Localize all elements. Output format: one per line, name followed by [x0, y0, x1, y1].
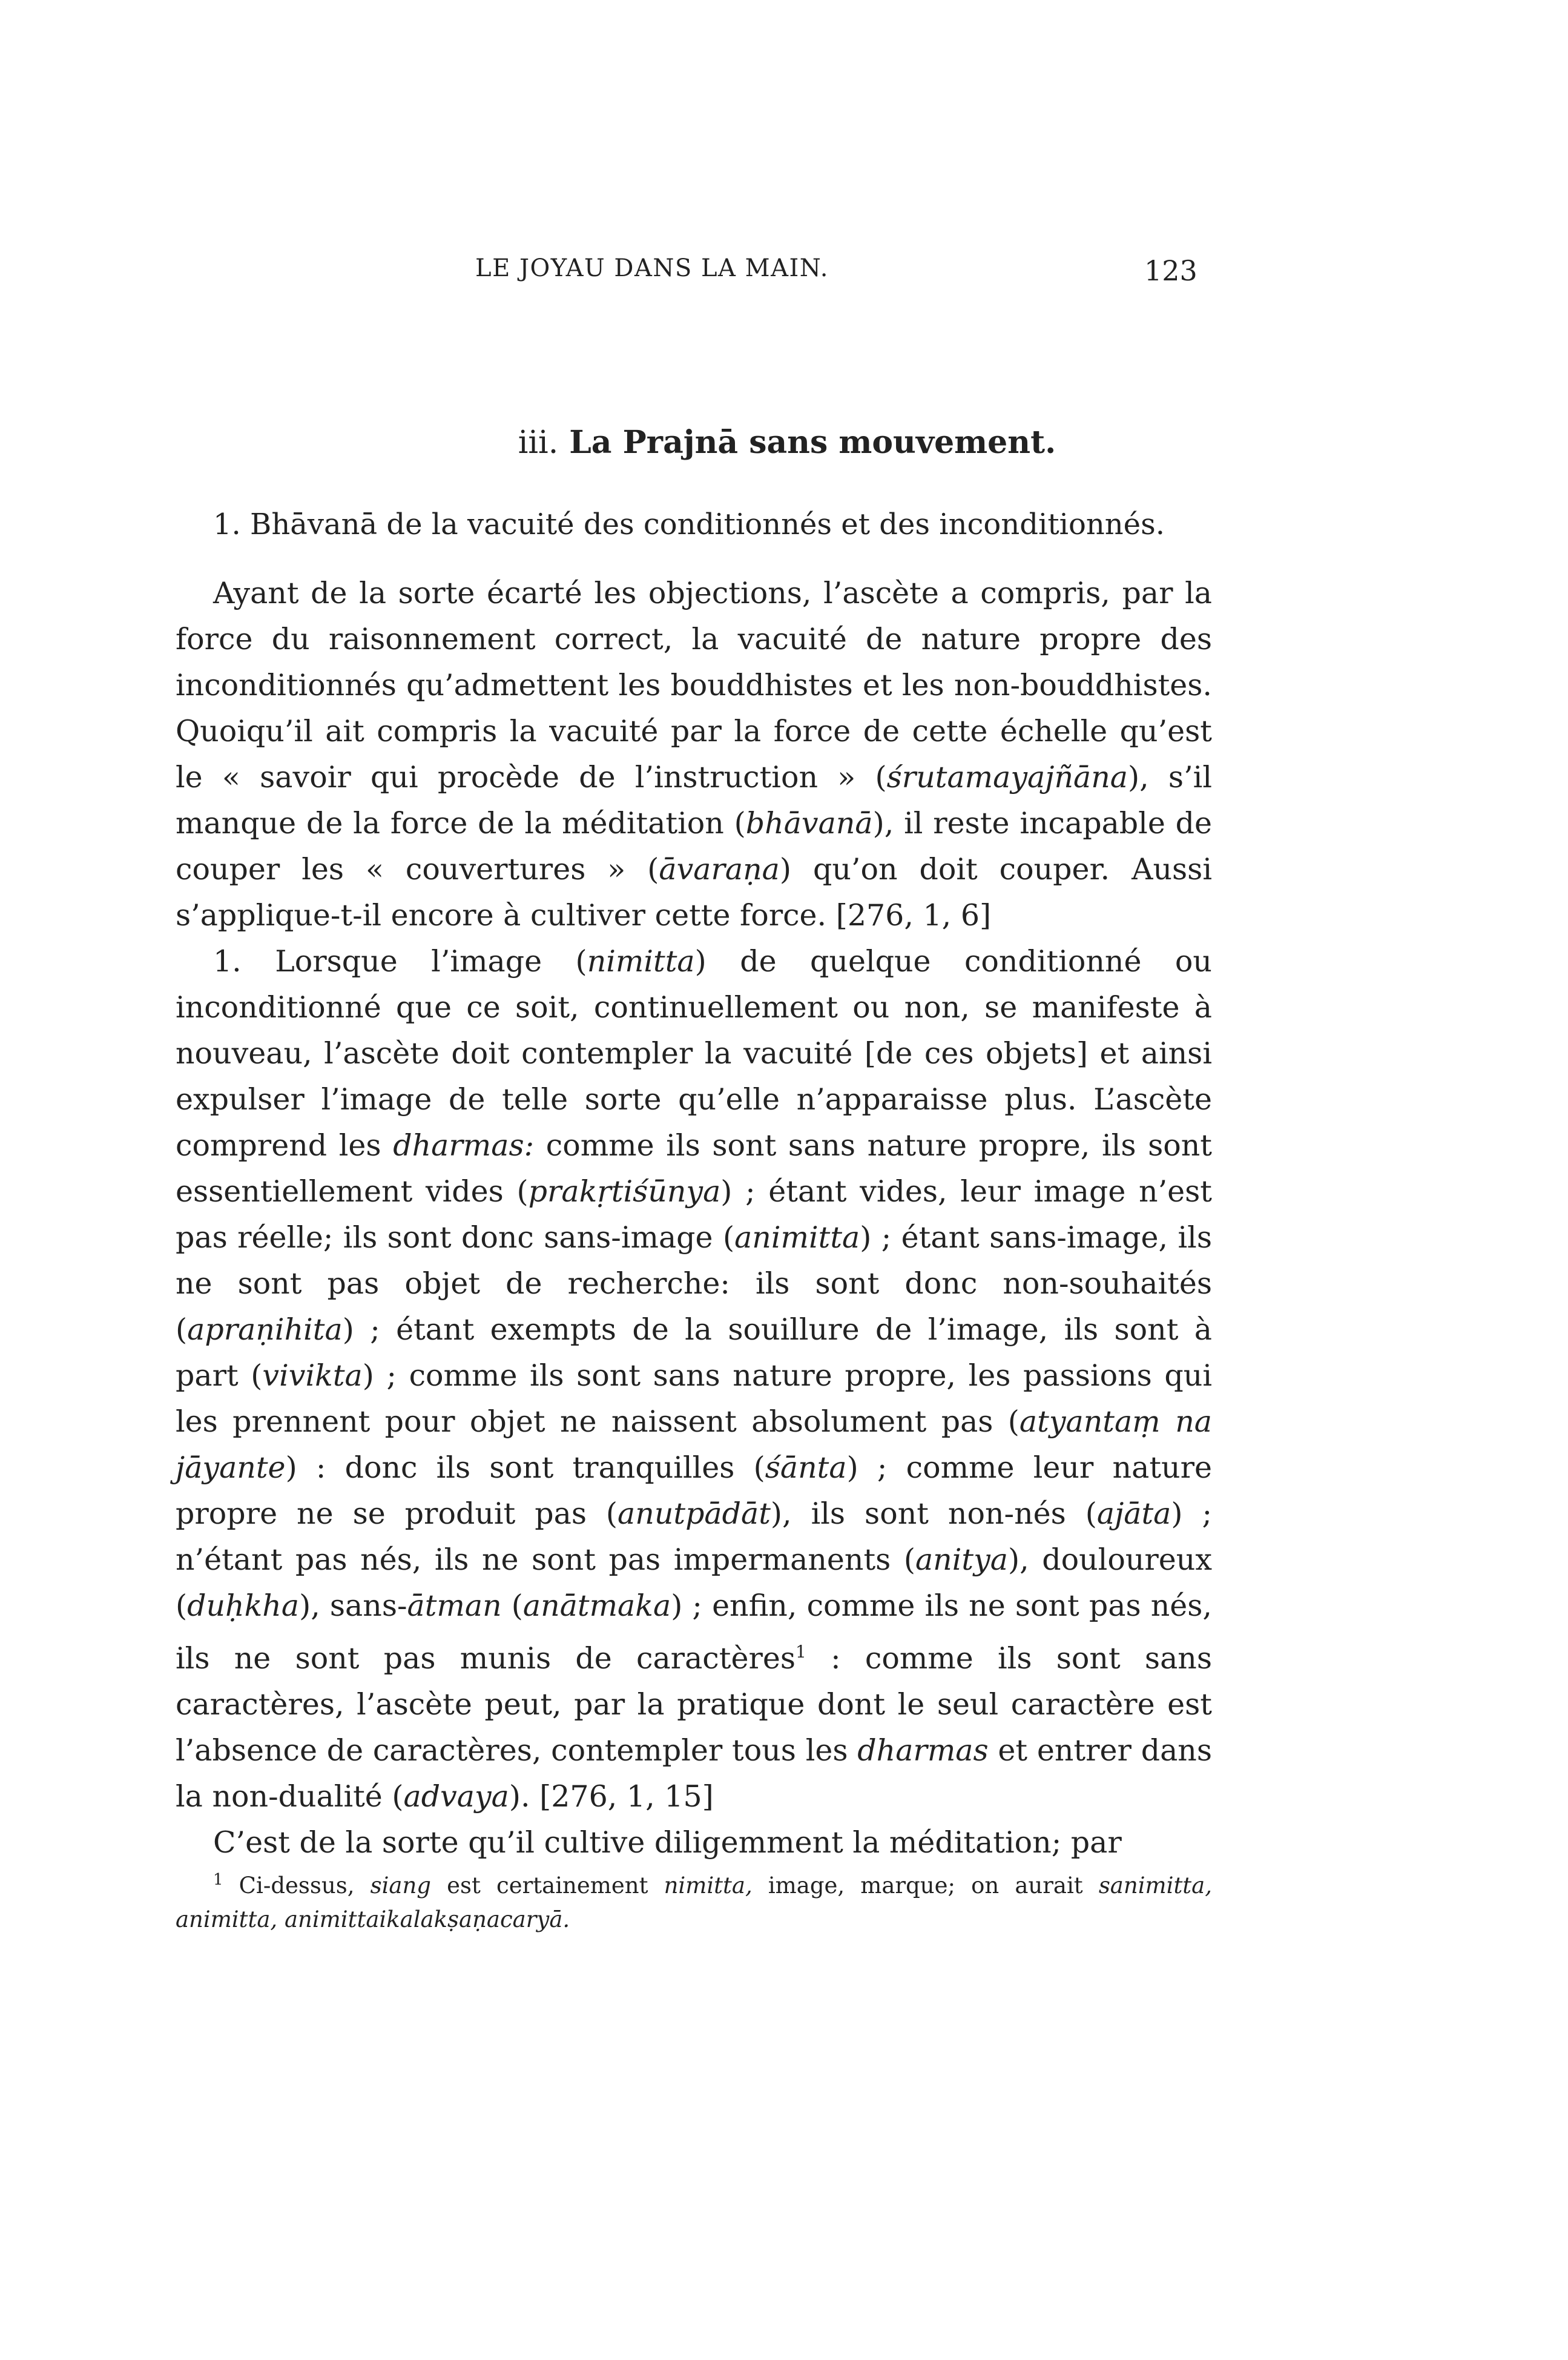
running-head: [0, 254, 1568, 297]
section-heading: [0, 424, 1568, 461]
section-number: iii.: [518, 425, 559, 461]
footnotes: [176, 1863, 1212, 1937]
subsection-heading: 1. Bhāvanā de la vacuité des conditionnés et des inconditionnés.: [213, 507, 1165, 541]
section-title: La Prajnā sans mouvement.: [569, 424, 1056, 461]
paragraph-3: C’est de la sorte qu’il cultive diligemment la méditation; par: [213, 1825, 1122, 1860]
paragraph-1: Ayant de la sorte écarté les objections, l’ascète a compris, par la force du raisonnement correct, la vacuité de nature propre des inconditionnés qu’admettent les bouddhistes et les non-bouddhistes. Quoiqu’il ait compris la vacuité par la force de cette échelle qu’est le « savoir qui procède de l’instruction » (śrutamayajñāna), s’il manque de la force de la méditation (bhāvanā), il reste incapable de couper les « couvertures » (āvaraṇa) qu’on doit couper. Aussi s’applique-t-il encore à cultiver cette force. [276, 1, 6]: [176, 576, 1212, 933]
footnote-reference[interactable]: 1: [796, 1642, 806, 1662]
running-title: LE JOYAU DANS LA MAIN.: [475, 254, 829, 282]
body-text: [176, 570, 1212, 1866]
footnote-1: $^1$ Ci-dessus, siang est certainement nimitta, image, marque; on aurait sanimitta, animitta, animittaikalakṣaṇacaryā.: [176, 1871, 1212, 1932]
page-number: 123: [1144, 254, 1197, 287]
paragraph-2: 1. Lorsque l’image (nimitta) de quelque conditionné ou inconditionné que ce soit, continuellement ou non, se manifeste à nouveau, l’ascète doit contempler la vacuité [de ces objets] et ainsi expulser l’image de telle sorte qu’elle n’apparaisse plus. L’ascète comprend les dharmas: comme ils sont sans nature propre, ils sont essentiellement vides (prakṛtiśūnya) ; étant vides, leur image n’est pas réelle; ils sont donc sans-image (animitta) ; étant sans-image, ils ne sont pas objet de recherche: ils sont donc non-souhaités (apraṇihita) ; étant exempts de la souillure de l’image, ils sont à part (vivikta) ; comme ils sont sans nature propre, les passions qui les prennent pour objet ne naissent absolument pas (atyantaṃ na jāyante) : donc ils sont tranquilles (śānta) ; comme leur nature propre ne se produit pas (anutpādāt), ils sont non-nés (ajāta) ; n’étant pas nés, ils ne sont pas impermanents (anitya), douloureux (duḥkha), sans-ātman (anātmaka) ; enfin, comme ils ne sont pas nés, ils ne sont pas munis de caractères$^1$ : comme ils sont sans caractères, l’ascète peut, par la pratique dont le seul caractère est l’absence de caractères, contempler tous les dharmas et entrer dans la non-dualité (advaya). [276, 1, 15]: [176, 944, 1213, 1814]
footnote-marker: 1: [213, 1871, 223, 1889]
